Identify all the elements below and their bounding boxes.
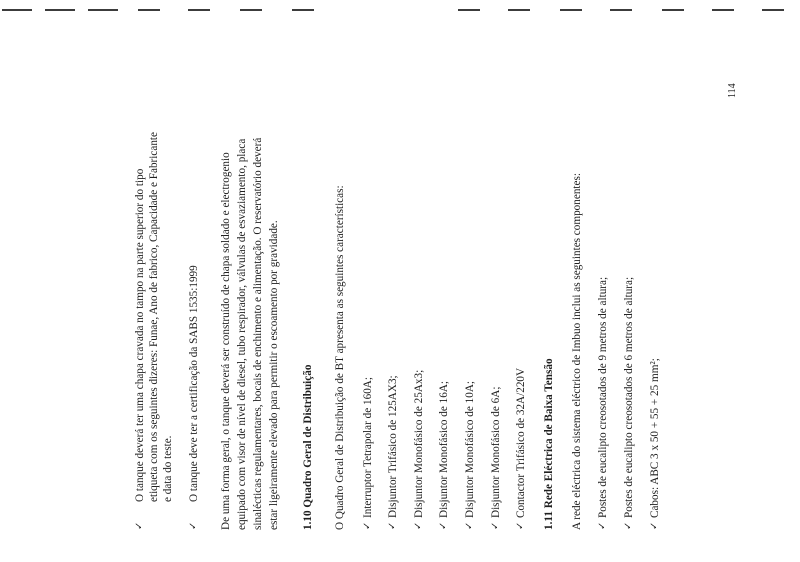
tank-item2: O tanque deve ter a certificação da SABS 1535:1999 (188, 265, 200, 502)
list-item-text: Disjuntor Monofásico de 6A; (490, 386, 502, 518)
checkmark-icon: ✓ (464, 521, 475, 530)
checkmark-icon: ✓ (134, 521, 145, 530)
list-item-text: Interruptor Tetrapolar de 160A; (362, 377, 374, 518)
checkmark-icon: ✓ (387, 521, 398, 530)
section-110-heading: 1.10 Quadro Geral de Distribuição (302, 364, 314, 530)
page-number: 114 (727, 83, 738, 98)
section-111-heading: 1.11 Rede Eléctrica de Baixa Tensão (543, 358, 555, 530)
list-item-text: Contactor Trifásico de 32A/220V (515, 367, 527, 518)
list-item-text: Postes de eucalipto creosotados de 9 metros de altura; (597, 276, 609, 518)
tank-para-line1: De uma forma geral, o tanque deverá ser construído de chapa soldado e electrogenio (220, 152, 232, 530)
checkmark-icon: ✓ (490, 521, 501, 530)
checkmark-icon: ✓ (362, 521, 373, 530)
checkmark-icon: ✓ (649, 521, 660, 530)
list-item-text: Disjuntor Monofásico de 10A; (464, 380, 476, 518)
checkmark-icon: ✓ (188, 521, 199, 530)
tank-para-line2: equipado com visor de nível de diesel, tubo respirador, válvulas de esvaziamento, placa (236, 138, 248, 530)
tank-item1-line1: O tanque deverá ter uma chapa cravada no tampo na parte superior do tipo (134, 168, 146, 502)
tank-item1-line2: etiqueta com os seguintes dizeres: Funae, Ano de fabrico, Capacidade e Fabricante (148, 132, 160, 502)
list-item-text: Disjuntor Trifásico de 125AX3; (387, 375, 399, 518)
list-item-text: Disjuntor Monofásico de 25Ax3; (413, 369, 425, 518)
section-110-intro: O Quadro Geral de Distribuição de BT apresenta as seguintes características: (334, 185, 346, 530)
checkmark-icon: ✓ (515, 521, 526, 530)
checkmark-icon: ✓ (623, 521, 634, 530)
list-item-text: Postes de eucalipto creosotados de 6 metros de altura; (623, 276, 635, 518)
list-item-text: Disjuntor Monofásico de 16A; (438, 380, 450, 518)
checkmark-icon: ✓ (438, 521, 449, 530)
list-item-text: Cabos: ABC 3 x 50 + 55 + 25 mm²; (649, 358, 661, 518)
tank-para-line4: estar ligeiramente elevado para permitir o escoamento por gravidade. (268, 220, 280, 530)
tank-para-line3: sinalécticas regulamentares, bocais de enchimento e alimentação. O reservatório deverá (252, 137, 264, 530)
rotated-text-block (134, 60, 760, 530)
checkmark-icon: ✓ (597, 521, 608, 530)
section-111-intro: A rede eléctrica do sistema eléctrico de Imbuo inclui as seguintes componentes: (571, 173, 583, 530)
tank-item1-line3: e data do teste. (162, 435, 174, 502)
checkmark-icon: ✓ (413, 521, 424, 530)
